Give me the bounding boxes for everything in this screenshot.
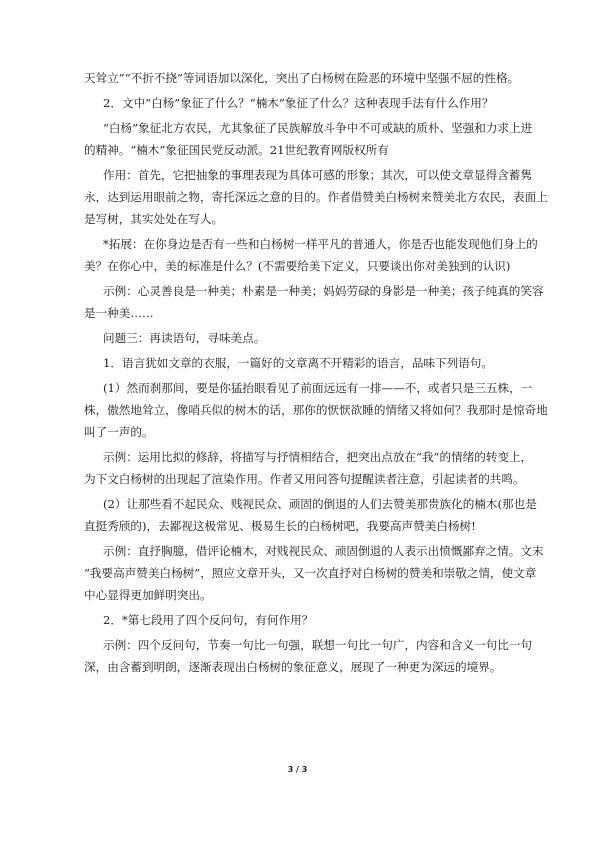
text-line: 的精神。“楠木”象征国民党反动派。21世纪教育网版权所有 [84,143,389,157]
question-heading: 2．*第七段用了四个反问句，有何作用？ [103,613,314,627]
text-line: 为下文白杨树的出现起了渲染作用。作者又用问答句提醒读者注意，引起读者的共鸣。 [84,472,525,486]
section-heading: 问题三：再读语句，寻味美点。 [103,331,266,345]
page-number: 3 / 3 [287,765,308,774]
text-line: 示例：运用比拟的修辞，将描写与抒情相结合，把突出点放在“我”的情绪的转变上， [103,450,533,464]
text-line: “白杨”象征北方农民，尤其象征了民族解放斗争中不可或缺的质朴、坚强和力求上进 [103,121,533,135]
text-line: 作用：首先，它把抽象的事理表现为具体可感的形象；其次，可以使文章显得含蓄隽 [103,168,532,182]
text-line: 是一种美…… [84,306,154,320]
text-line: 株，傲然地耸立，像哨兵似的树木的话，那你的恹恹欲睡的情绪又将如何？我那时是惊奇地 [84,403,548,417]
text-line: 是写树，其实处处在写人。 [84,212,224,226]
text-line: 示例：心灵善良是一种美；朴素是一种美；妈妈劳碌的身影是一种美；孩子纯真的笑容 [103,284,544,298]
text-line: *拓展：在你身边是否有一些和白杨树一样平凡的普通人，你是否也能发现他们身上的 [103,237,538,251]
text-line: 示例：直抒胸臆，借评论楠木，对贱视民众、顽固倒退的人表示出愤慨鄙弃之情。文末 [103,544,544,558]
text-line: 深，由含蓄到明朗，逐渐表现出白杨树的象征意义，展现了一种更为深远的境界。 [84,660,502,674]
text-line: 直挺秀颀的)，去鄙视这极常见、极易生长的白杨树吧，我要高声赞美白杨树! [84,519,476,533]
text-line: 中心显得更加鲜明突出。 [84,588,212,602]
text-line: 美？在你心中，美的标准是什么？(不需要给美下定义，只要谈出你对美独到的认识) [84,259,511,273]
text-line: 永，达到运用眼前之物，寄托深远之意的目的。作者借赞美白杨树来赞美北方农民，表面上 [84,190,548,204]
text-line: 叫了一声的。 [84,425,154,439]
document-body [84,71,548,682]
text-line: 示例：四个反问句，节奏一句比一句强，联想一句比一句广，内容和含义一句比一句 [103,638,532,652]
question-heading: 1．语言犹如文章的衣服，一篇好的文章离不开精彩的语言，品味下列语句。 [103,356,493,370]
question-heading: 2．文中“白杨”象征了什么？“楠木”象征了什么？这种表现手法有什么作用？ [103,96,494,110]
text-line: “我要高声赞美白杨树”，照应文章开头，又一次直抒对白杨树的赞美和崇敬之情，使文章 [84,566,537,580]
text-line: (2）让那些看不起民众、贱视民众、顽固的倒退的人们去赞美那贵族化的楠木(那也是 [103,497,537,511]
text-line: 天耸立”“不折不挠”等词语加以深化，突出了白杨树在险恶的环境中坚强不屈的性格。 [84,71,520,85]
text-line: (1）然而刹那间，要是你猛抬眼看见了前面远远有一排——不，或者只是三五株，一 [103,381,533,395]
